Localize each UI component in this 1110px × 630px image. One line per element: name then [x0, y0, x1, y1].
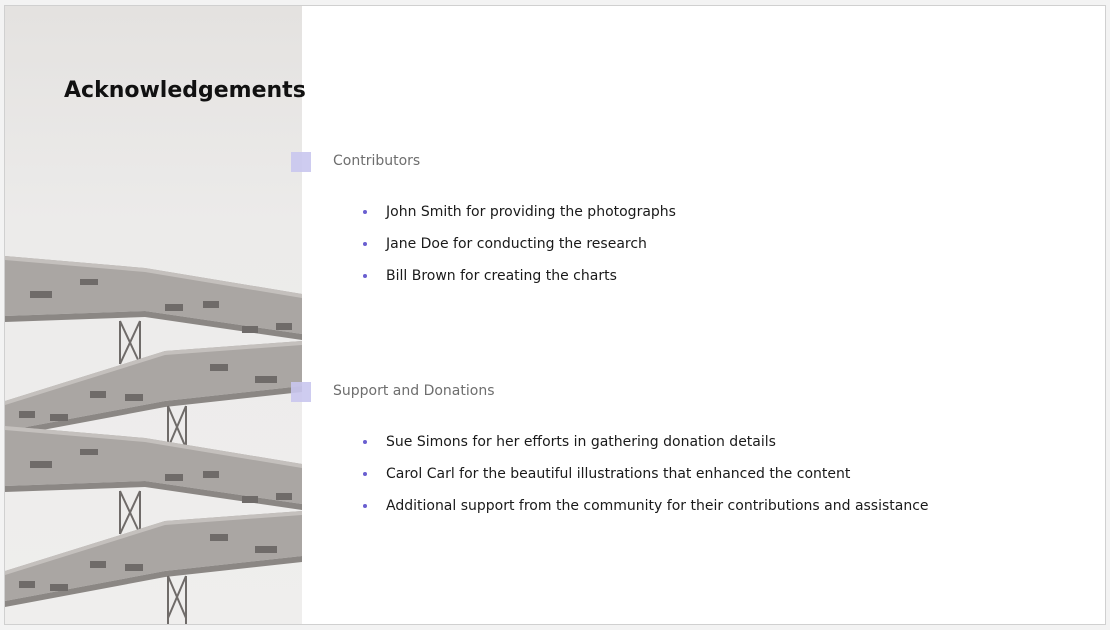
- bullet-icon: [363, 274, 367, 278]
- list-item-text: John Smith for providing the photographs: [386, 204, 676, 220]
- walkway-band-2: [5, 341, 302, 437]
- bullet-icon: [363, 242, 367, 246]
- bullet-icon: [363, 440, 367, 444]
- section-heading-contributors: Contributors: [333, 153, 421, 169]
- list-item-text: Additional support from the community for their contributions and assistance: [386, 498, 929, 514]
- bullet-icon: [363, 504, 367, 508]
- walkway-band-3: [5, 426, 302, 510]
- bullet-icon: [363, 210, 367, 214]
- slide: [4, 5, 1106, 625]
- section-marker-support: [291, 382, 311, 402]
- list-item-text: Sue Simons for her efforts in gathering donation details: [386, 434, 776, 450]
- list-item-text: Carol Carl for the beautiful illustrations that enhanced the content: [386, 466, 851, 482]
- slide-title: Acknowledgements: [64, 78, 306, 103]
- section-heading-support: Support and Donations: [333, 383, 495, 399]
- walkway-band-4: [5, 511, 302, 607]
- list-item-text: Jane Doe for conducting the research: [386, 236, 647, 252]
- walkway-band-1: [5, 256, 302, 340]
- bullet-icon: [363, 472, 367, 476]
- list-item-text: Bill Brown for creating the charts: [386, 268, 617, 284]
- section-marker-contributors: [291, 152, 311, 172]
